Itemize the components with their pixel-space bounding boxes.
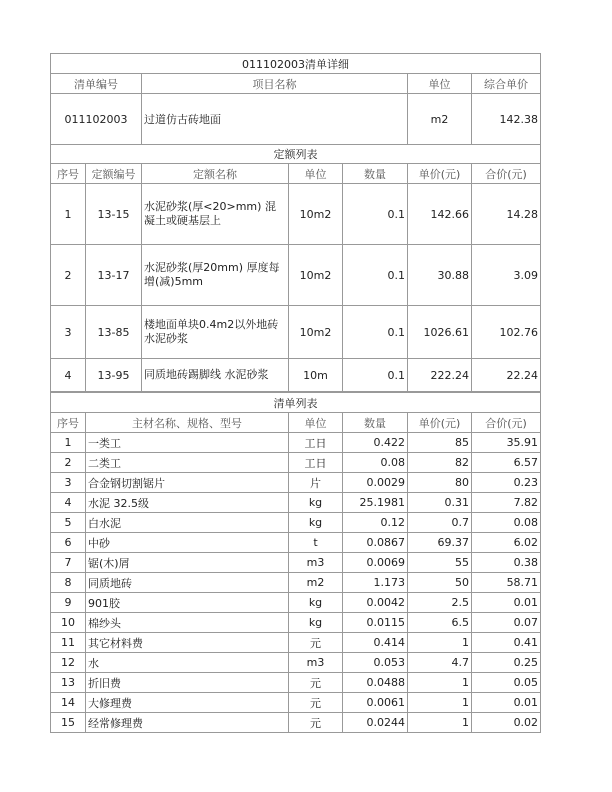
material-header-unit: 单位: [289, 413, 343, 433]
item-price: 142.38: [472, 94, 541, 145]
material-unit-price: 0.7: [408, 513, 472, 533]
quota-seq: 3: [51, 306, 86, 359]
quota-header-total: 合价(元): [472, 164, 541, 184]
material-unit-price: 1: [408, 633, 472, 653]
quota-qty: 0.1: [343, 245, 408, 306]
material-unit: 工日: [289, 433, 343, 453]
item-code: 011102003: [51, 94, 142, 145]
material-unit: 片: [289, 473, 343, 493]
material-row: [51, 653, 541, 673]
material-row: [51, 553, 541, 573]
material-name: 合金钢切割锯片: [86, 473, 289, 493]
quota-row: [51, 184, 541, 245]
quota-seq: 2: [51, 245, 86, 306]
quota-section-title: 定额列表: [51, 145, 541, 164]
quota-row: [51, 359, 541, 392]
quota-total: 14.28: [472, 184, 541, 245]
quota-total: 3.09: [472, 245, 541, 306]
material-total: 7.82: [472, 493, 541, 513]
quota-unit-price: 222.24: [408, 359, 472, 392]
material-unit: kg: [289, 493, 343, 513]
material-unit-price: 1: [408, 693, 472, 713]
quota-header-name: 定额名称: [142, 164, 289, 184]
material-unit: kg: [289, 593, 343, 613]
material-total: 0.01: [472, 693, 541, 713]
material-unit: m2: [289, 573, 343, 593]
quota-qty: 0.1: [343, 306, 408, 359]
material-name: 其它材料费: [86, 633, 289, 653]
material-unit: 元: [289, 713, 343, 733]
material-table: [50, 392, 541, 733]
quota-code: 13-17: [86, 245, 142, 306]
material-row: [51, 493, 541, 513]
header-unit: 单位: [408, 74, 472, 94]
material-qty: 0.12: [343, 513, 408, 533]
material-name: 水: [86, 653, 289, 673]
material-unit-price: 82: [408, 453, 472, 473]
material-total: 6.57: [472, 453, 541, 473]
material-unit: kg: [289, 613, 343, 633]
material-unit-price: 69.37: [408, 533, 472, 553]
material-unit: m3: [289, 653, 343, 673]
quota-row: [51, 245, 541, 306]
material-row: [51, 613, 541, 633]
quota-unit: 10m2: [289, 245, 343, 306]
material-seq: 4: [51, 493, 86, 513]
material-section-title: 清单列表: [51, 393, 541, 413]
material-qty: 0.414: [343, 633, 408, 653]
material-total: 35.91: [472, 433, 541, 453]
quota-header-qty: 数量: [343, 164, 408, 184]
material-unit-price: 1: [408, 713, 472, 733]
quota-code: 13-15: [86, 184, 142, 245]
quota-seq: 1: [51, 184, 86, 245]
material-total: 0.41: [472, 633, 541, 653]
material-row: [51, 453, 541, 473]
material-name: 折旧费: [86, 673, 289, 693]
material-seq: 7: [51, 553, 86, 573]
material-unit-price: 85: [408, 433, 472, 453]
material-name: 锯(木)屑: [86, 553, 289, 573]
quota-header-seq: 序号: [51, 164, 86, 184]
quota-unit: 10m2: [289, 184, 343, 245]
material-name: 棉纱头: [86, 613, 289, 633]
material-row: [51, 513, 541, 533]
item-name: 过道仿古砖地面: [142, 94, 408, 145]
material-unit-price: 55: [408, 553, 472, 573]
material-unit-price: 1: [408, 673, 472, 693]
quota-unit-price: 142.66: [408, 184, 472, 245]
quota-code: 13-95: [86, 359, 142, 392]
quota-header-code: 定额编号: [86, 164, 142, 184]
item-table: [50, 53, 541, 145]
material-total: 58.71: [472, 573, 541, 593]
quota-qty: 0.1: [343, 359, 408, 392]
material-name: 中砂: [86, 533, 289, 553]
material-seq: 10: [51, 613, 86, 633]
material-seq: 15: [51, 713, 86, 733]
material-name: 水泥 32.5级: [86, 493, 289, 513]
material-unit: 工日: [289, 453, 343, 473]
material-total: 0.38: [472, 553, 541, 573]
quota-unit: 10m2: [289, 306, 343, 359]
material-total: 6.02: [472, 533, 541, 553]
material-seq: 9: [51, 593, 86, 613]
quota-name: 水泥砂浆(厚<20>mm) 混凝土或硬基层上: [142, 184, 289, 245]
material-qty: 0.0488: [343, 673, 408, 693]
material-unit-price: 80: [408, 473, 472, 493]
material-unit: t: [289, 533, 343, 553]
material-seq: 12: [51, 653, 86, 673]
material-header-unit-price: 单价(元): [408, 413, 472, 433]
quota-qty: 0.1: [343, 184, 408, 245]
material-total: 0.01: [472, 593, 541, 613]
material-seq: 8: [51, 573, 86, 593]
material-seq: 2: [51, 453, 86, 473]
material-total: 0.23: [472, 473, 541, 493]
material-unit: 元: [289, 673, 343, 693]
material-row: [51, 633, 541, 653]
material-total: 0.25: [472, 653, 541, 673]
material-qty: 0.422: [343, 433, 408, 453]
quota-unit-price: 30.88: [408, 245, 472, 306]
material-name: 同质地砖: [86, 573, 289, 593]
quota-total: 22.24: [472, 359, 541, 392]
quota-total: 102.76: [472, 306, 541, 359]
quota-name: 水泥砂浆(厚20mm) 厚度每增(减)5mm: [142, 245, 289, 306]
material-total: 0.08: [472, 513, 541, 533]
material-seq: 13: [51, 673, 86, 693]
material-header-name: 主材名称、规格、型号: [86, 413, 289, 433]
material-unit: 元: [289, 633, 343, 653]
material-seq: 3: [51, 473, 86, 493]
material-seq: 6: [51, 533, 86, 553]
material-qty: 1.173: [343, 573, 408, 593]
material-row: [51, 673, 541, 693]
quota-name: 同质地砖踢脚线 水泥砂浆: [142, 359, 289, 392]
material-unit-price: 4.7: [408, 653, 472, 673]
material-header-seq: 序号: [51, 413, 86, 433]
material-unit-price: 50: [408, 573, 472, 593]
material-qty: 0.053: [343, 653, 408, 673]
header-name: 项目名称: [142, 74, 408, 94]
material-name: 大修理费: [86, 693, 289, 713]
material-qty: 0.0069: [343, 553, 408, 573]
material-total: 0.07: [472, 613, 541, 633]
material-name: 经常修理费: [86, 713, 289, 733]
material-header-total: 合价(元): [472, 413, 541, 433]
header-price: 综合单价: [472, 74, 541, 94]
quota-table: [50, 144, 541, 392]
quota-code: 13-85: [86, 306, 142, 359]
material-qty: 0.0042: [343, 593, 408, 613]
material-unit: m3: [289, 553, 343, 573]
material-seq: 11: [51, 633, 86, 653]
material-name: 白水泥: [86, 513, 289, 533]
material-name: 901胶: [86, 593, 289, 613]
material-row: [51, 533, 541, 553]
material-total: 0.02: [472, 713, 541, 733]
material-qty: 0.0244: [343, 713, 408, 733]
material-seq: 14: [51, 693, 86, 713]
quota-header-unit-price: 单价(元): [408, 164, 472, 184]
page-title: 011102003清单详细: [51, 54, 541, 74]
quota-seq: 4: [51, 359, 86, 392]
material-seq: 5: [51, 513, 86, 533]
material-unit: 元: [289, 693, 343, 713]
material-qty: 0.0029: [343, 473, 408, 493]
material-row: [51, 573, 541, 593]
header-code: 清单编号: [51, 74, 142, 94]
item-unit: m2: [408, 94, 472, 145]
material-qty: 0.0061: [343, 693, 408, 713]
material-unit: kg: [289, 513, 343, 533]
material-seq: 1: [51, 433, 86, 453]
material-row: [51, 693, 541, 713]
material-unit-price: 6.5: [408, 613, 472, 633]
material-name: 一类工: [86, 433, 289, 453]
material-row: [51, 433, 541, 453]
material-row: [51, 593, 541, 613]
quota-row: [51, 306, 541, 359]
material-qty: 0.0115: [343, 613, 408, 633]
material-header-qty: 数量: [343, 413, 408, 433]
material-name: 二类工: [86, 453, 289, 473]
material-unit-price: 0.31: [408, 493, 472, 513]
material-qty: 25.1981: [343, 493, 408, 513]
quota-name: 楼地面单块0.4m2以外地砖 水泥砂浆: [142, 306, 289, 359]
material-qty: 0.0867: [343, 533, 408, 553]
material-total: 0.05: [472, 673, 541, 693]
material-unit-price: 2.5: [408, 593, 472, 613]
quota-unit: 10m: [289, 359, 343, 392]
quota-unit-price: 1026.61: [408, 306, 472, 359]
material-row: [51, 713, 541, 733]
quota-header-unit: 单位: [289, 164, 343, 184]
material-row: [51, 473, 541, 493]
material-qty: 0.08: [343, 453, 408, 473]
